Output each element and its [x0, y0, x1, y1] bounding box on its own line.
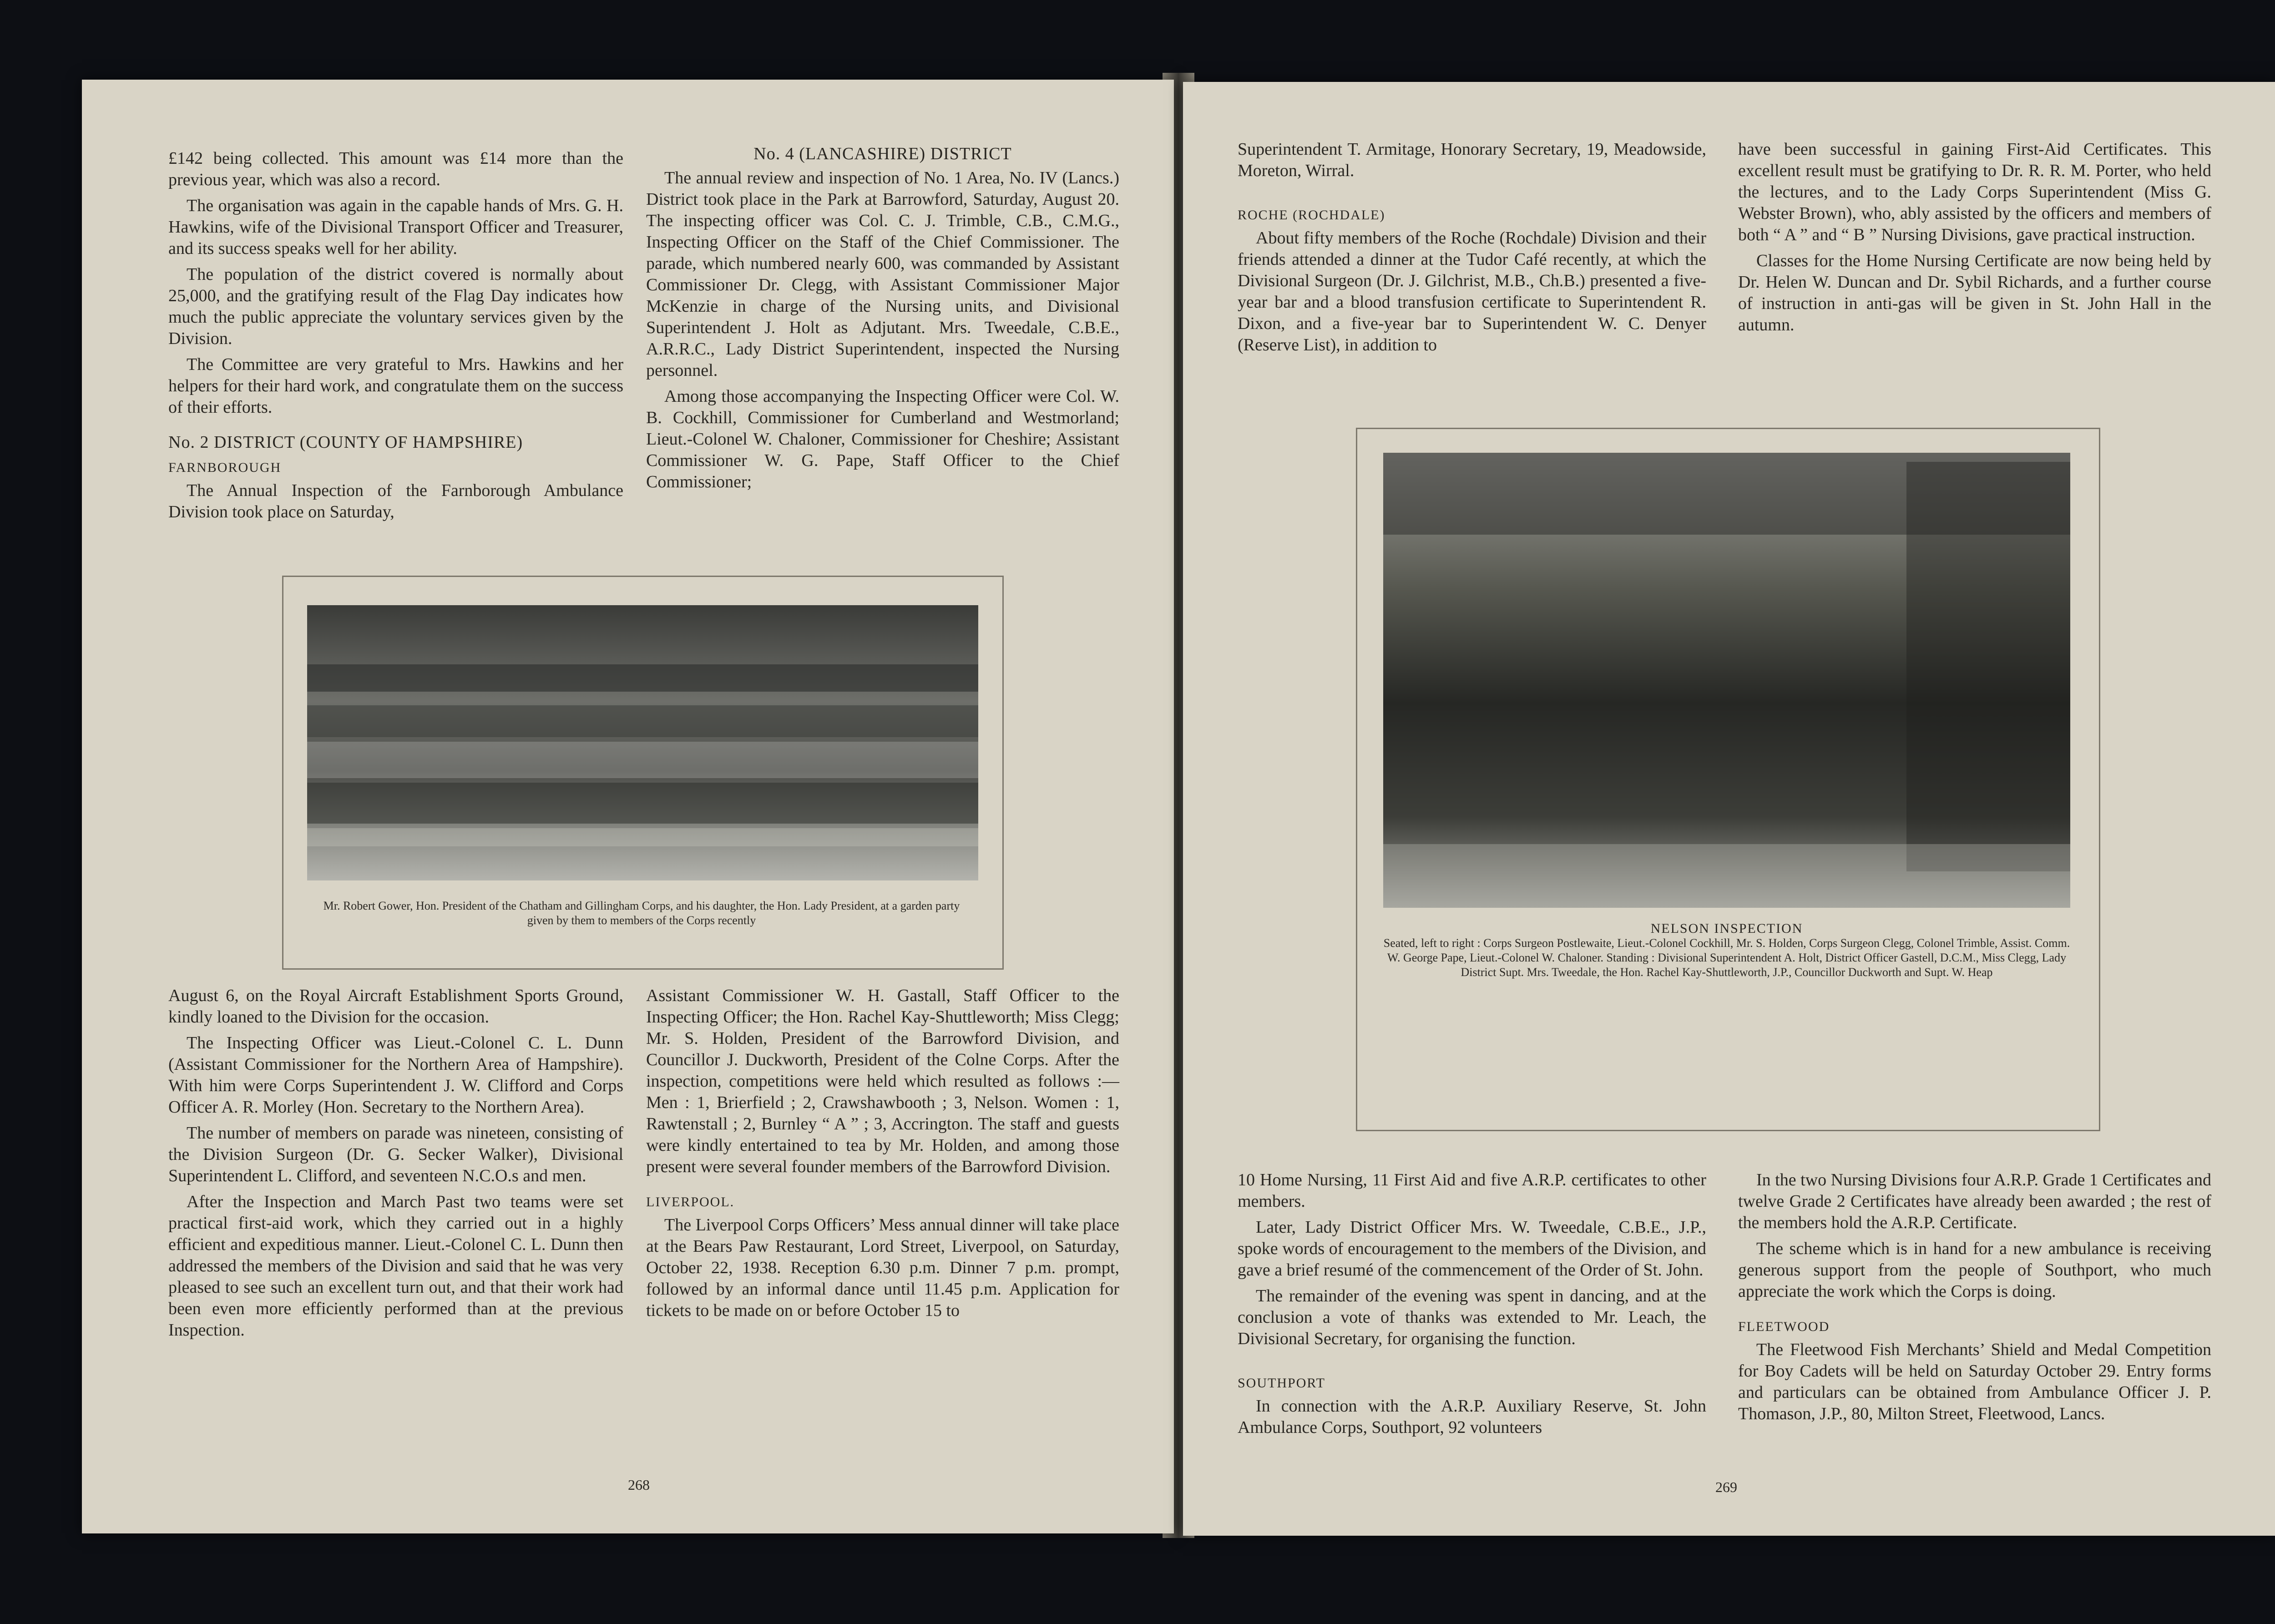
section-heading: No. 4 (LANCASHIRE) DISTRICT	[753, 144, 1012, 163]
paragraph: The annual review and inspection of No. 1 Area, No. IV (Lancs.) District took place in the Park at Barrowford, Saturday, August 20. The inspecting officer was Col. C. J. Trimble, C.B., C.M.G., Inspecting Officer on the Staff of the Chief Commissioner. The parade, which numbered nearly 600, was commanded by Assistant Commissioner Dr. Clegg, with Assistant Commissioner Major McKenzie in charge of the Nursing units, and Divisional Superintendent J. Holt as Adjutant. Mrs. Tweedale, C.B.E., A.R.R.C., Lady District Superintendent, inspected the Nursing personnel.	[646, 168, 1119, 380]
left-column-1-bottom	[168, 985, 623, 1346]
group-photo-garden-party	[307, 605, 978, 880]
paragraph: have been successful in gaining First-Aid Certificates. This excellent result must be gratifying to Dr. R. R. M. Porter, who held the lectures, and to the Lady Corps Superintendent (Miss G. Webster Brown), who, ably assisted by the officers and members of both “ A ” and “ B ” Nursing Divisions, gave practical instruction.	[1738, 140, 2211, 244]
left-page	[82, 80, 1174, 1533]
section-subheading: FLEETWOOD	[1738, 1319, 1830, 1334]
section-subheading: LIVERPOOL.	[646, 1194, 735, 1209]
paragraph: In the two Nursing Divisions four A.R.P. Grade 1 Certificates and twelve Grade 2 Certificates have already been awarded ; the rest of the members hold the A.R.P. Certificate.	[1738, 1170, 2211, 1232]
section-subheading: SOUTHPORT	[1238, 1376, 1325, 1391]
paragraph: The population of the district covered is normally about 25,000, and the gratifying result of the Flag Day indicates how much the public appreciate the voluntary services given by the Division.	[168, 265, 623, 348]
paragraph: 10 Home Nursing, 11 First Aid and five A.R.P. certificates to other members.	[1238, 1170, 1706, 1211]
paragraph: £142 being collected. This amount was £14 more than the previous year, which was also a record.	[168, 149, 623, 189]
paragraph: The Liverpool Corps Officers’ Mess annual dinner will take place at the Bears Paw Restaurant, Lord Street, Liverpool, on Saturday, October 22, 1938. Reception 6.30 p.m. Dinner 7 p.m. prompt, followed by an informal dance until 11.45 p.m. Application for tickets to be made on or before October 15 to	[646, 1215, 1120, 1320]
paragraph: August 6, on the Royal Aircraft Establishment Sports Ground, kindly loaned to the Division for the occasion.	[168, 986, 623, 1027]
paragraph: The Fleetwood Fish Merchants’ Shield and Medal Competition for Boy Cadets will be held on Saturday October 29. Entry forms and particulars can be obtained from Ambulance Officer J. P. Thomason, J.P., 80, Milton Street, Fleetwood, Lancs.	[1738, 1340, 2211, 1423]
page-number: 268	[628, 1477, 650, 1493]
paragraph: The organisation was again in the capable hands of Mrs. G. H. Hawkins, wife of the Divisional Transport Officer and Treasurer, and its success speaks well for her ability.	[168, 196, 623, 258]
section-heading: No. 2 DISTRICT (COUNTY OF HAMPSHIRE)	[168, 433, 523, 452]
paragraph: About fifty members of the Roche (Rochdale) Division and their friends attended a dinner at the Tudor Café recently, at which the Divisional Surgeon (Dr. J. Gilchrist, M.B., Ch.B.) presented a five-year bar and a blood transfusion certificate to Superintendent R. Dixon, and a five-year bar to Superintendent W. C. Denyer (Reserve List), in addition to	[1238, 228, 1706, 354]
paragraph: The Committee are very grateful to Mrs. Hawkins and her helpers for their hard work, and congratulate them on the success of their efforts.	[168, 355, 623, 417]
photo-illustration	[307, 605, 978, 880]
paragraph: Among those accompanying the Inspecting Officer were Col. W. B. Cockhill, Commissioner for Cumberland and Westmorland; Lieut.-Colonel W. Chaloner, Commissioner for Cheshire; Assistant Commissioner W. G. Pape, Staff Officer to the Chief Commissioner;	[646, 387, 1119, 491]
photo-title: NELSON INSPECTION	[1650, 921, 1803, 936]
left-column-2-bottom	[646, 985, 1119, 1326]
right-column-1-top	[1238, 139, 1706, 360]
group-photo-nelson-inspection	[1383, 453, 2070, 908]
section-subheading: ROCHE (ROCHDALE)	[1238, 207, 1385, 223]
paragraph: Assistant Commissioner W. H. Gastall, Staff Officer to the Inspecting Officer; the Hon. Rachel Kay-Shuttleworth; Miss Clegg; Mr. S. Holden, President of the Barrowford Division, and Councillor J. Duckworth, President of the Colne Corps. After the inspection, competitions were held which resulted as follows :—Men : 1, Brierfield ; 2, Crawshawbooth ; 3, Nelson. Women : 1, Rawtenstall ; 2, Burnley “ A ” ; 3, Accrington. The staff and guests were kindly entertained to tea by Mr. Holden, and among those present were several founder members of the Barrowford Division.	[646, 986, 1119, 1176]
right-column-2-top	[1738, 139, 2211, 340]
paragraph: The Annual Inspection of the Farnborough Ambulance Division took place on Saturday,	[168, 481, 623, 521]
paragraph: After the Inspection and March Past two teams were set practical first-aid work, which they carried out in a highly efficient and expeditious manner. Lieut.-Colonel C. L. Dunn then addressed the members of the Division and said that he was very pleased to see such an excellent turn out, and that their work had been even more efficiently performed than at the previous Inspection.	[168, 1192, 623, 1340]
photo-illustration	[1383, 453, 2070, 908]
paragraph: Superintendent T. Armitage, Honorary Secretary, 19, Meadowside, Moreton, Wirral.	[1238, 140, 1706, 180]
section-subheading: FARNBOROUGH	[168, 460, 282, 475]
paragraph: The scheme which is in hand for a new ambulance is receiving generous support from the people of Southport, who much appreciate the work which the Corps is doing.	[1738, 1239, 2211, 1301]
right-column-1-bottom	[1238, 1169, 1706, 1443]
paragraph: The remainder of the evening was spent in dancing, and at the conclusion a vote of thanks was extended to Mr. Leach, the Divisional Secretary, for organising the function.	[1238, 1286, 1706, 1348]
right-page	[1183, 82, 2275, 1536]
paragraph: The Inspecting Officer was Lieut.-Colonel C. L. Dunn (Assistant Commissioner for the Northern Area of Hampshire). With him were Corps Superintendent J. W. Clifford and Corps Officer A. R. Morley (Hon. Secretary to the Northern Area).	[168, 1033, 623, 1117]
page-number: 269	[1715, 1479, 1737, 1495]
paragraph: Classes for the Home Nursing Certificate are now being held by Dr. Helen W. Duncan and Dr. Sybil Richards, and a further course of instruction in anti-gas will be given in St. John Hall in the autumn.	[1738, 251, 2211, 334]
right-column-2-bottom	[1738, 1169, 2211, 1429]
paragraph: Later, Lady District Officer Mrs. W. Tweedale, C.B.E., J.P., spoke words of encouragement to the members of the Division, and gave a brief resumé of the commencement of the Order of St. John.	[1238, 1218, 1706, 1280]
paragraph: In connection with the A.R.P. Auxiliary Reserve, St. John Ambulance Corps, Southport, 92 volunteers	[1238, 1396, 1706, 1437]
photo-caption: Seated, left to right : Corps Surgeon Postlewaite, Lieut.-Colonel Cockhill, Mr. S. Holden, Corps Surgeon Clegg, Colonel Trimble, Assist. Comm. W. George Pape, Lieut.-Colonel W. Chaloner. Standing : Divisional Superintendent A. Holt, District Officer Gastell, D.C.M., Miss Clegg, Lady District Supt. Mrs. Tweedale, the Hon. Rachel Kay-Shuttleworth, J.P., Councillor Duckworth and Supt. W. Heap	[1383, 936, 2070, 979]
photo-caption-block	[1383, 921, 2070, 980]
photo-caption: Mr. Robert Gower, Hon. President of the Chatham and Gillingham Corps, and his daughter, the Hon. Lady President, at a garden party given by them to members of the Corps recently	[323, 899, 960, 927]
left-column-2-top	[646, 139, 1119, 497]
left-column-1-top	[168, 148, 623, 527]
paragraph: The number of members on parade was nineteen, consisting of the Division Surgeon (Dr. G. Secker Walker), Divisional Superintendent L. Clifford, and seventeen N.C.O.s and men.	[168, 1123, 623, 1185]
